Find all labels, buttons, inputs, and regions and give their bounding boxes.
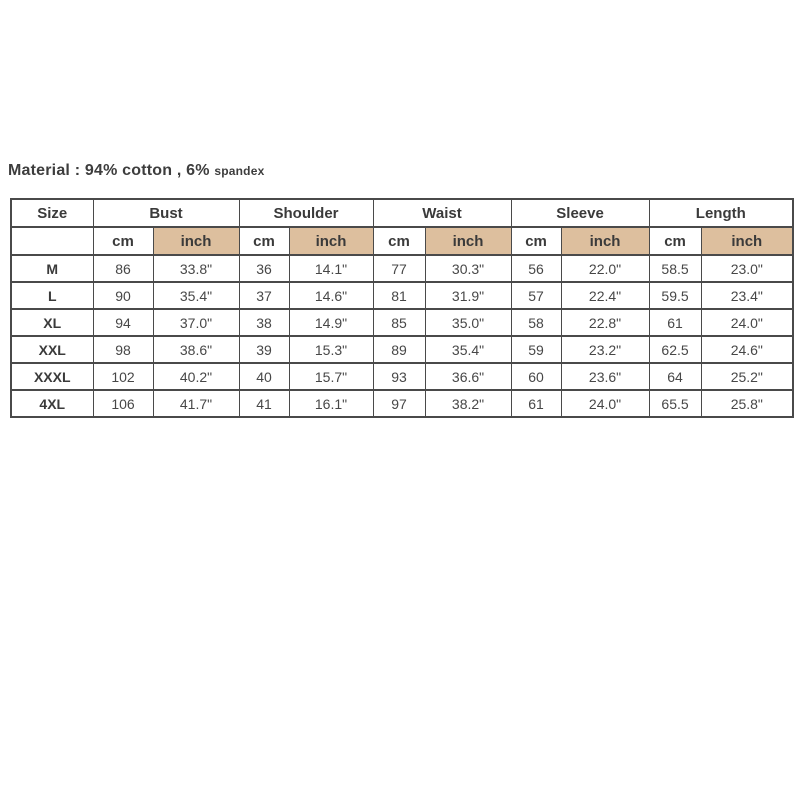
value-cell: 24.0" — [561, 390, 649, 417]
value-cell: 41 — [239, 390, 289, 417]
value-cell: 14.1" — [289, 255, 373, 282]
value-cell: 62.5 — [649, 336, 701, 363]
value-cell: 35.0" — [425, 309, 511, 336]
value-cell: 33.8" — [153, 255, 239, 282]
value-cell: 37.0" — [153, 309, 239, 336]
value-cell: 14.6" — [289, 282, 373, 309]
unit-header-inch: inch — [701, 227, 793, 255]
value-cell: 38.2" — [425, 390, 511, 417]
value-cell: 97 — [373, 390, 425, 417]
value-cell: 14.9" — [289, 309, 373, 336]
table-row-xl — [11, 309, 793, 336]
unit-header-inch: inch — [289, 227, 373, 255]
value-cell: 60 — [511, 363, 561, 390]
value-cell: 23.2" — [561, 336, 649, 363]
value-cell: 22.4" — [561, 282, 649, 309]
material-text: Material : 94% cotton , 6% — [8, 162, 210, 179]
value-cell: 98 — [93, 336, 153, 363]
value-cell: 90 — [93, 282, 153, 309]
value-cell: 35.4" — [153, 282, 239, 309]
value-cell: 24.0" — [701, 309, 793, 336]
value-cell: 77 — [373, 255, 425, 282]
unit-header-cm: cm — [511, 227, 561, 255]
size-label: M — [11, 255, 93, 282]
value-cell: 36.6" — [425, 363, 511, 390]
size-chart-table — [10, 198, 794, 418]
value-cell: 22.0" — [561, 255, 649, 282]
value-cell: 31.9" — [425, 282, 511, 309]
empty-header-cell — [11, 227, 93, 255]
value-cell: 38 — [239, 309, 289, 336]
value-cell: 25.2" — [701, 363, 793, 390]
table-row-xxl — [11, 336, 793, 363]
size-label: L — [11, 282, 93, 309]
header-shoulder: Shoulder — [239, 199, 373, 227]
value-cell: 16.1" — [289, 390, 373, 417]
value-cell: 64 — [649, 363, 701, 390]
value-cell: 102 — [93, 363, 153, 390]
value-cell: 41.7" — [153, 390, 239, 417]
material-suffix: spandex — [214, 164, 265, 178]
value-cell: 85 — [373, 309, 425, 336]
value-cell: 15.3" — [289, 336, 373, 363]
value-cell: 57 — [511, 282, 561, 309]
value-cell: 86 — [93, 255, 153, 282]
size-label: XXXL — [11, 363, 93, 390]
value-cell: 38.6" — [153, 336, 239, 363]
value-cell: 36 — [239, 255, 289, 282]
value-cell: 106 — [93, 390, 153, 417]
value-cell: 40 — [239, 363, 289, 390]
value-cell: 25.8" — [701, 390, 793, 417]
value-cell: 40.2" — [153, 363, 239, 390]
header-sleeve: Sleeve — [511, 199, 649, 227]
table-row-m — [11, 255, 793, 282]
value-cell: 58.5 — [649, 255, 701, 282]
unit-header-row — [11, 227, 793, 255]
unit-header-inch: inch — [561, 227, 649, 255]
table-row-4xl — [11, 390, 793, 417]
group-header-row — [11, 199, 793, 227]
value-cell: 93 — [373, 363, 425, 390]
value-cell: 81 — [373, 282, 425, 309]
value-cell: 94 — [93, 309, 153, 336]
value-cell: 61 — [649, 309, 701, 336]
value-cell: 15.7" — [289, 363, 373, 390]
unit-header-inch: inch — [153, 227, 239, 255]
table-row-l — [11, 282, 793, 309]
header-size: Size — [11, 199, 93, 227]
unit-header-cm: cm — [239, 227, 289, 255]
header-bust: Bust — [93, 199, 239, 227]
value-cell: 61 — [511, 390, 561, 417]
value-cell: 22.8" — [561, 309, 649, 336]
header-waist: Waist — [373, 199, 511, 227]
material-note — [8, 162, 264, 180]
value-cell: 65.5 — [649, 390, 701, 417]
unit-header-cm: cm — [373, 227, 425, 255]
header-length: Length — [649, 199, 793, 227]
value-cell: 56 — [511, 255, 561, 282]
size-label: XXL — [11, 336, 93, 363]
value-cell: 30.3" — [425, 255, 511, 282]
value-cell: 89 — [373, 336, 425, 363]
value-cell: 23.6" — [561, 363, 649, 390]
unit-header-cm: cm — [649, 227, 701, 255]
unit-header-inch: inch — [425, 227, 511, 255]
value-cell: 23.0" — [701, 255, 793, 282]
value-cell: 35.4" — [425, 336, 511, 363]
unit-header-cm: cm — [93, 227, 153, 255]
value-cell: 39 — [239, 336, 289, 363]
size-label: 4XL — [11, 390, 93, 417]
size-label: XL — [11, 309, 93, 336]
value-cell: 58 — [511, 309, 561, 336]
value-cell: 59 — [511, 336, 561, 363]
value-cell: 37 — [239, 282, 289, 309]
value-cell: 23.4" — [701, 282, 793, 309]
table-row-xxxl — [11, 363, 793, 390]
value-cell: 59.5 — [649, 282, 701, 309]
value-cell: 24.6" — [701, 336, 793, 363]
